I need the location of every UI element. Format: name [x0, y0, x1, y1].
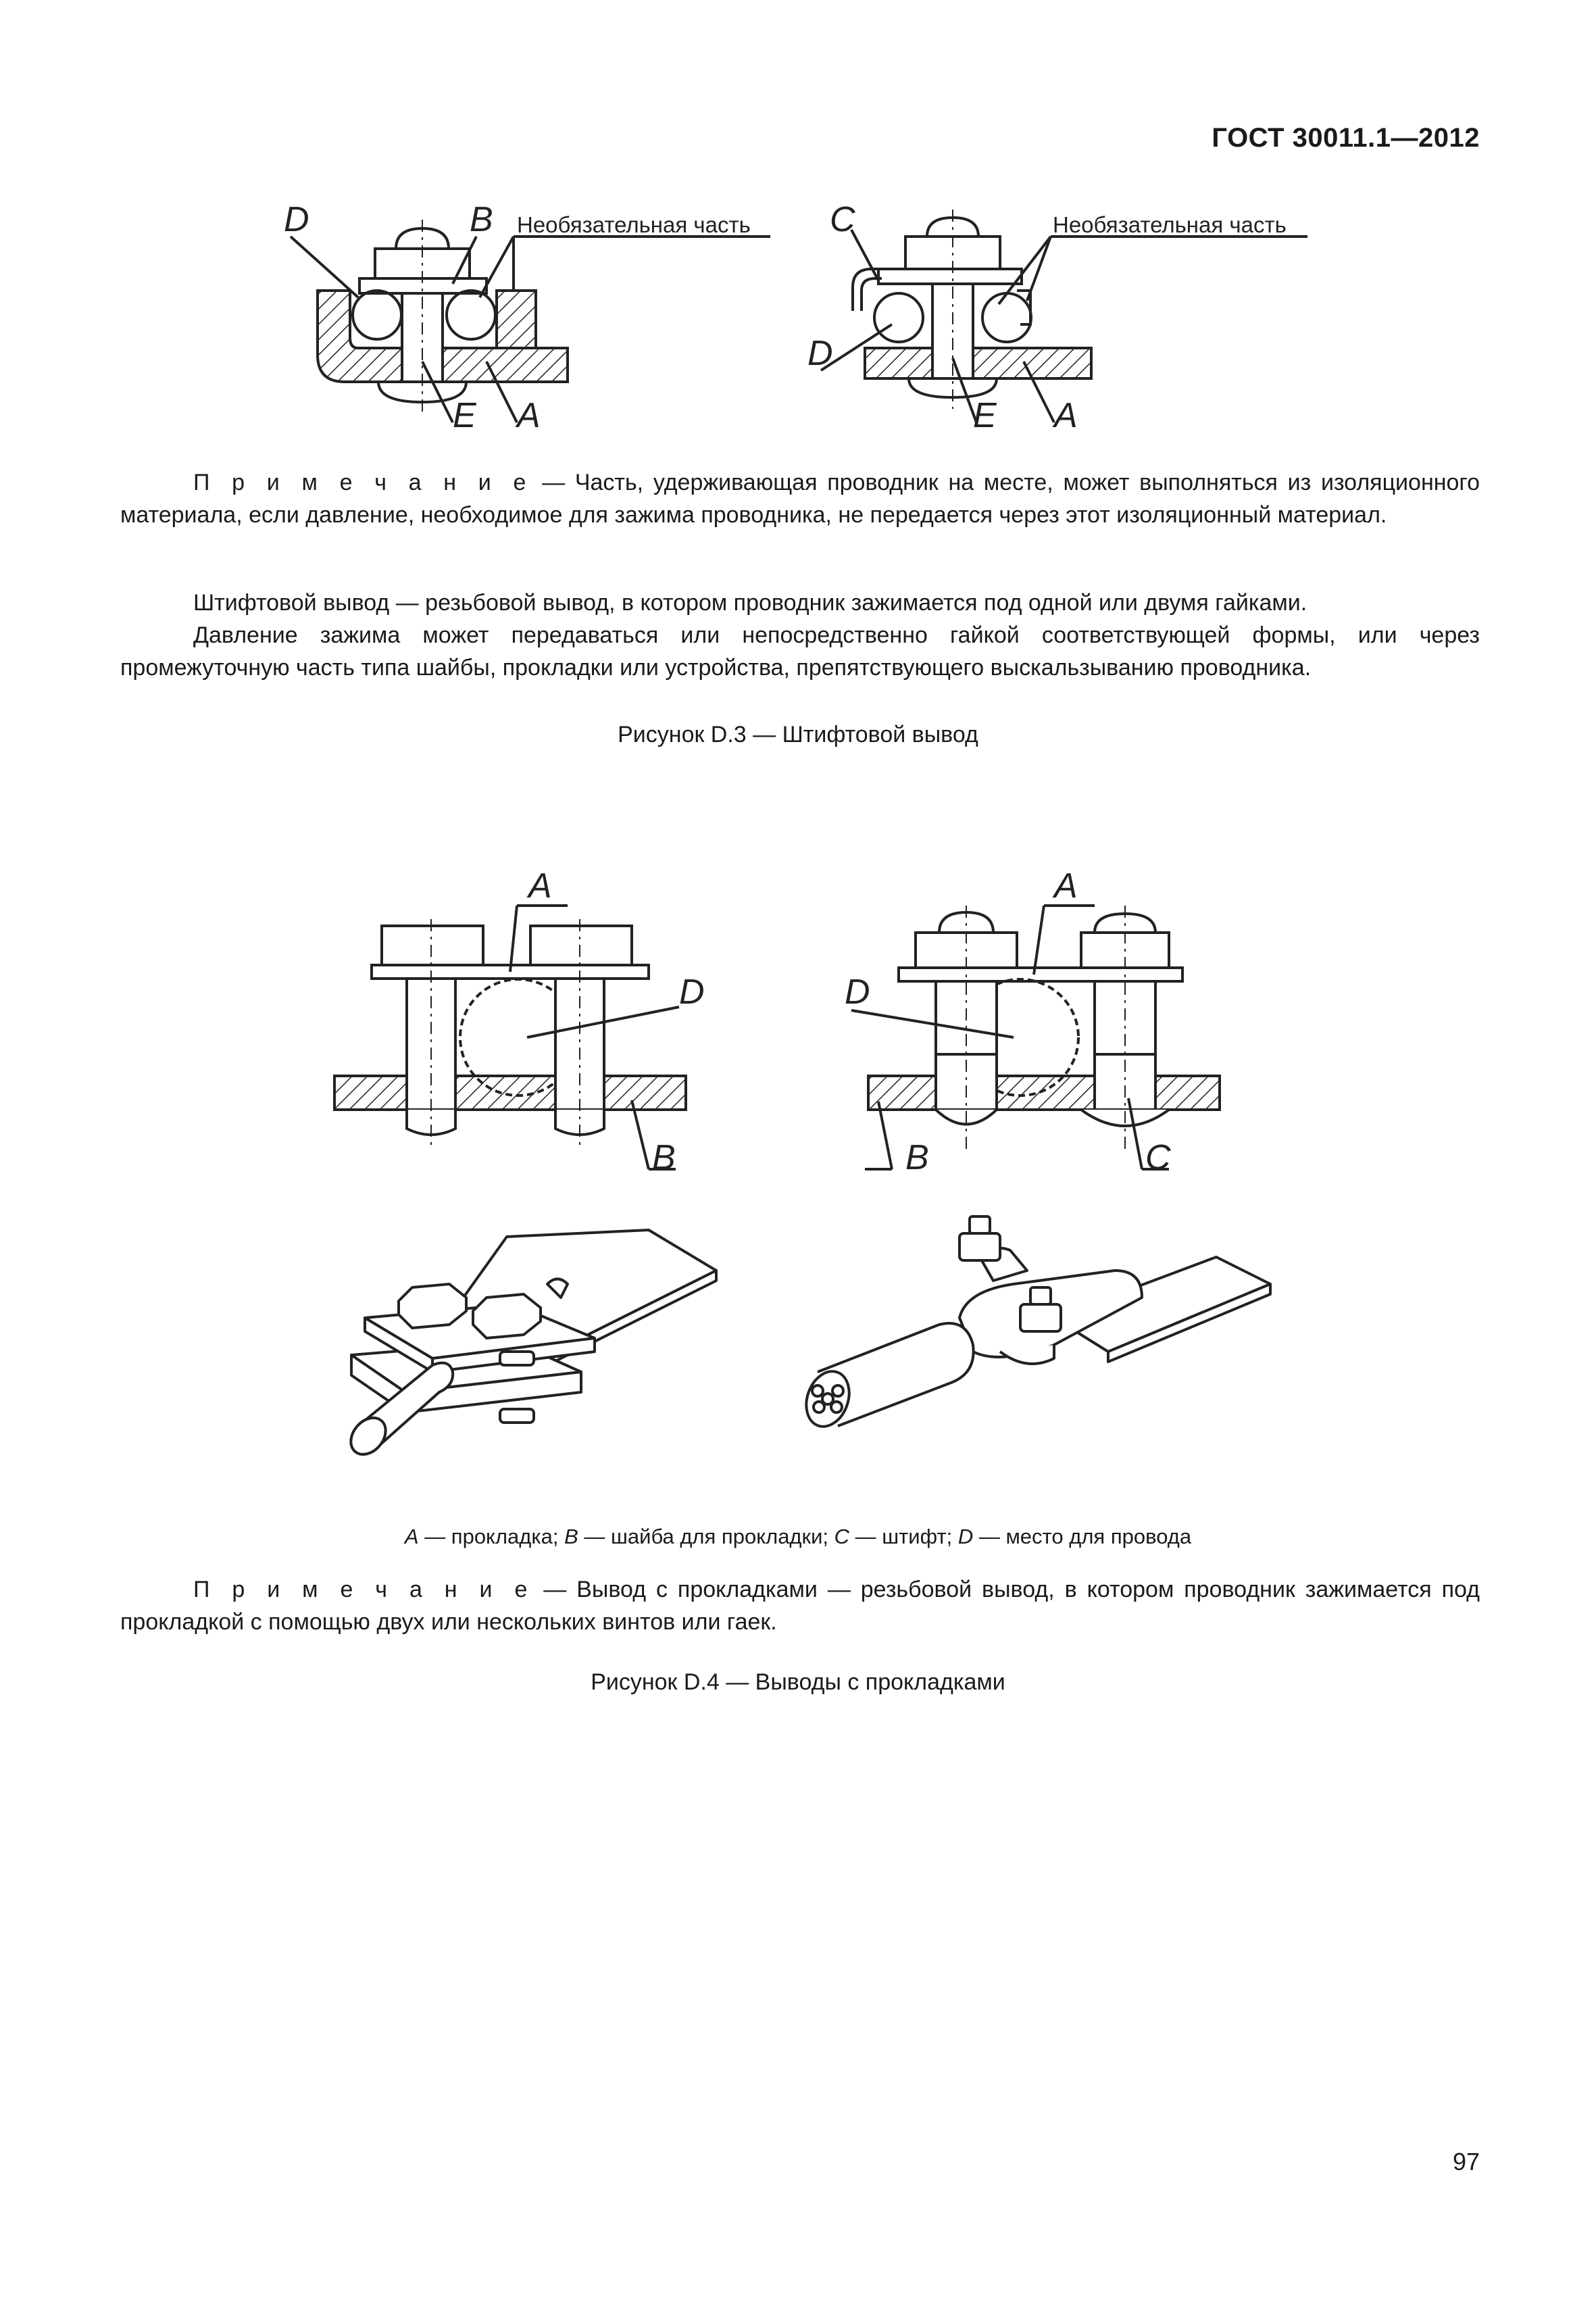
figure-d4-left-label-d: D — [679, 973, 705, 1012]
figure-d3-left-label-e: E — [453, 396, 476, 435]
figure-d4-right-label-c: C — [1145, 1138, 1171, 1177]
legend-text-c: — штифт; — [849, 1525, 958, 1548]
figure-d3-note — [120, 466, 1480, 531]
document-standard-number: ГОСТ 30011.1—2012 — [1212, 123, 1480, 153]
figure-d4-left-label-a: A — [528, 866, 552, 906]
figure-d3-right-label-optional: Необязательная часть — [1053, 212, 1287, 237]
note-prefix: П р и м е ч а н и е — [193, 1577, 534, 1602]
figure-d3-drawing — [0, 0, 1596, 473]
figure-d4-left-label-b: B — [652, 1138, 676, 1177]
figure-d4-right-label-a: A — [1054, 866, 1078, 906]
figure-d4-right-label-b: B — [905, 1138, 929, 1177]
figure-d3-paragraph-1: Штифтовой вывод — резьбовой вывод, в котором проводник зажимается под одной или двумя гайками. — [193, 590, 1307, 616]
legend-key-d: D — [957, 1525, 974, 1548]
figure-d4-legend — [0, 1525, 1596, 1549]
legend-text-b: — шайба для прокладки; — [578, 1525, 834, 1548]
figure-d3-left-label-a: A — [517, 396, 541, 435]
figure-d4-right-label-d: D — [845, 973, 870, 1012]
figure-d4-left-section — [334, 906, 686, 1169]
figure-d3-right-label-d: D — [807, 334, 833, 373]
legend-text-d: — место для провода — [973, 1525, 1192, 1548]
figure-d3-right-label-e: E — [973, 396, 997, 435]
legend-text-a: — прокладка; — [418, 1525, 565, 1548]
figure-d3-caption: Рисунок D.3 — Штифтовой вывод — [618, 722, 978, 747]
legend-key-c: C — [834, 1525, 850, 1548]
note-text: — Вывод с прокладками — резьбовой вывод, в котором проводник зажимается под прокладкой с помощью двух или нескольких винтов или гаек. — [120, 1577, 1480, 1635]
figure-d3-left-terminal — [291, 220, 770, 422]
figure-d4-drawing — [0, 831, 1596, 1494]
figure-d3-right-label-c: C — [830, 200, 855, 239]
figure-d3-paragraph-2: Давление зажима может передаваться или непосредственно гайкой соответствующей формы, или через промежуточную часть типа шайбы, прокладки или устройства, препятствующего выскальзыванию проводника. — [120, 622, 1480, 681]
page-number: 97 — [1452, 2148, 1480, 2175]
note-prefix: П р и м е ч а н и е — [193, 470, 532, 495]
figure-d3-left-label-d: D — [284, 200, 309, 239]
figure-d4-caption: Рисунок D.4 — Выводы с прокладками — [591, 1669, 1005, 1695]
legend-key-b: B — [564, 1525, 578, 1548]
note-text: — Часть, удерживающая проводник на месте, может выполняться из изоляционного материала, если давление, необходимое для зажима проводника, не передается через этот изоляционный материал. — [120, 470, 1480, 528]
legend-key-a: A — [404, 1525, 419, 1548]
figure-d3-right-label-a: A — [1054, 396, 1078, 435]
figure-d3-left-label-b: B — [470, 200, 493, 239]
figure-d4-right-isometric — [799, 1216, 1270, 1433]
figure-d4-note — [120, 1573, 1480, 1638]
figure-d4-left-isometric — [344, 1230, 716, 1461]
figure-d3-left-label-optional: Необязательная часть — [517, 212, 751, 237]
figure-d3-right-terminal — [821, 210, 1307, 422]
figure-d4-right-section — [851, 906, 1220, 1169]
